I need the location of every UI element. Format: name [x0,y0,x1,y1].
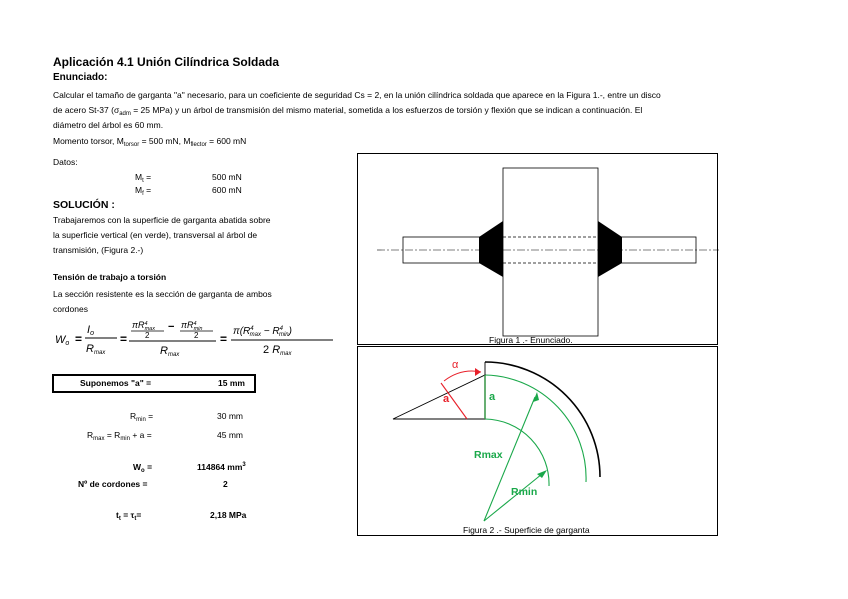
formula-num-c: $\pi(R^4$ $\max - R^4$ min) [233,326,292,338]
datos-mf-value: 600 mN [212,185,242,195]
page-title: Aplicación 4.1 Unión Cilíndrica Soldada [53,55,280,69]
alpha-label: α [452,359,459,371]
mt-sub: t [142,178,144,184]
rmax-arc [485,375,586,482]
solucion-line-1: Trabajaremos con la superficie de garganta abatida sobre [53,215,271,225]
rmax-sub: max [93,436,105,442]
wo-eq: = [144,462,153,472]
tau-sub2: t [134,516,137,522]
formula-num-a: $\pi R^4$ max [132,320,155,332]
a-green-label: a [489,391,496,403]
figure-2-caption: Figura 2 .- Superficie de garganta [463,525,590,535]
mf-sub: f [142,191,144,197]
rmax-value: 45 mm [217,430,243,440]
cordones-label: Nº de cordones = [78,479,148,489]
datos-label: Datos: [53,157,78,167]
wo-formula [53,316,338,360]
formula-den-c: 2 Rmax [263,344,292,357]
enunciado-line-2-start: de acero St-37 (σ [53,105,120,115]
cordones-value: 2 [223,479,228,489]
wo-unit: mm [227,462,243,472]
momento-sub-flector: flector [190,142,207,148]
tau-eq: = [136,510,142,520]
rmin-eq: = [145,411,154,421]
mf-eq: = [143,185,152,195]
formula-num-a-2: 2 [145,331,150,340]
momento-line [53,134,246,152]
a-red-label: a [443,393,450,405]
weld-left [479,221,503,277]
rmax-label: Rmax [474,449,503,461]
formula-eq-2: = [120,332,128,346]
suponemos-label: Suponemos "a" = [80,378,152,388]
mf-letter: M [135,185,143,195]
disc [503,168,598,336]
formula-io: Io [87,324,94,337]
wo-number: 114864 [197,462,225,472]
momento-b: = 500 mN, M [139,136,191,146]
formula-num-b-2: 2 [194,331,199,340]
rmin-label [130,411,153,423]
mt-letter: M [135,172,143,182]
enunciado-heading: Enunciado: [53,72,108,83]
rmin-letter: R [130,411,137,421]
rmin-value: 30 mm [217,411,243,421]
wo-exp: 3 [242,462,246,469]
wo-letter: W [133,462,142,472]
tau-sub: t [118,516,121,522]
tau-label [116,510,141,522]
wo-sub: o [141,468,145,474]
sigma-sub: adm [119,111,131,117]
datos-mf-label [135,185,151,197]
rmax-letter: R [87,430,94,440]
figure-2 [357,346,719,537]
datos-mt-value: 500 mN [212,172,242,182]
formula-eq-1: = [75,332,83,346]
enunciado-line-2-end: = 25 MPa) y un árbol de transmisión del mismo material, sometida a los esfuerzos de torsión y flexión que se indican a continuación. El [130,105,643,115]
rmax-end: + a = [129,430,152,440]
solucion-line-3: transmisión, (Figura 2.-) [53,245,144,255]
rmax-label [87,430,152,442]
formula-minus: − [168,321,175,333]
rmin-sub: min [136,417,146,423]
alpha-arrowhead [475,368,481,376]
weld-triangle [393,375,485,419]
rmax-arrowhead [533,392,539,402]
tension-line-2: cordones [53,304,88,314]
formula-rmax-2: Rmax [160,345,180,358]
datos-mt-label [135,172,151,184]
rmax-sub2: min [120,436,130,442]
solucion-line-2: la superficie vertical (en verde), transversal al árbol de [53,230,258,240]
enunciado-line-1: Calcular el tamaño de garganta "a" necesario, para un coeficiente de seguridad Cs = 2, en la unión cilíndrica soldada que aparece en la Figura 1.-, entre un disco [53,90,661,100]
enunciado-line-3: diámetro del árbol es 60 mm. [53,120,164,130]
formula-w: Wo [55,334,70,347]
formula-eq-3: = [220,332,228,346]
suponemos-box[interactable] [52,374,256,393]
suponemos-value[interactable]: 15 mm [218,378,245,388]
wo-label [133,462,152,474]
figure-1 [357,153,719,346]
momento-a: Momento torsor, M [53,136,124,146]
formula-rmax-1: Rmax [86,343,106,356]
tension-heading: Tensión de trabajo a torsión [53,272,167,282]
solucion-heading: SOLUCIÓN : [53,199,115,211]
tension-line-1: La sección resistente es la sección de garganta de ambos [53,289,272,299]
momento-c: = 600 mN [206,136,247,146]
tau-mid: = τ [120,510,135,520]
rmax-mid: = R [104,430,121,440]
tau-letter: t [116,510,119,520]
formula-num-b: $\pi R^4$ min [181,320,203,332]
weld-right [598,221,622,277]
tau-value: 2,18 MPa [210,510,247,520]
wo-value [197,462,246,472]
momento-sub-torsor: torsor [123,142,140,148]
mt-eq: = [143,172,152,182]
rmin-label: Rmin [511,486,538,498]
figure-1-caption: Figura 1 .- Enunciado. [489,335,573,345]
